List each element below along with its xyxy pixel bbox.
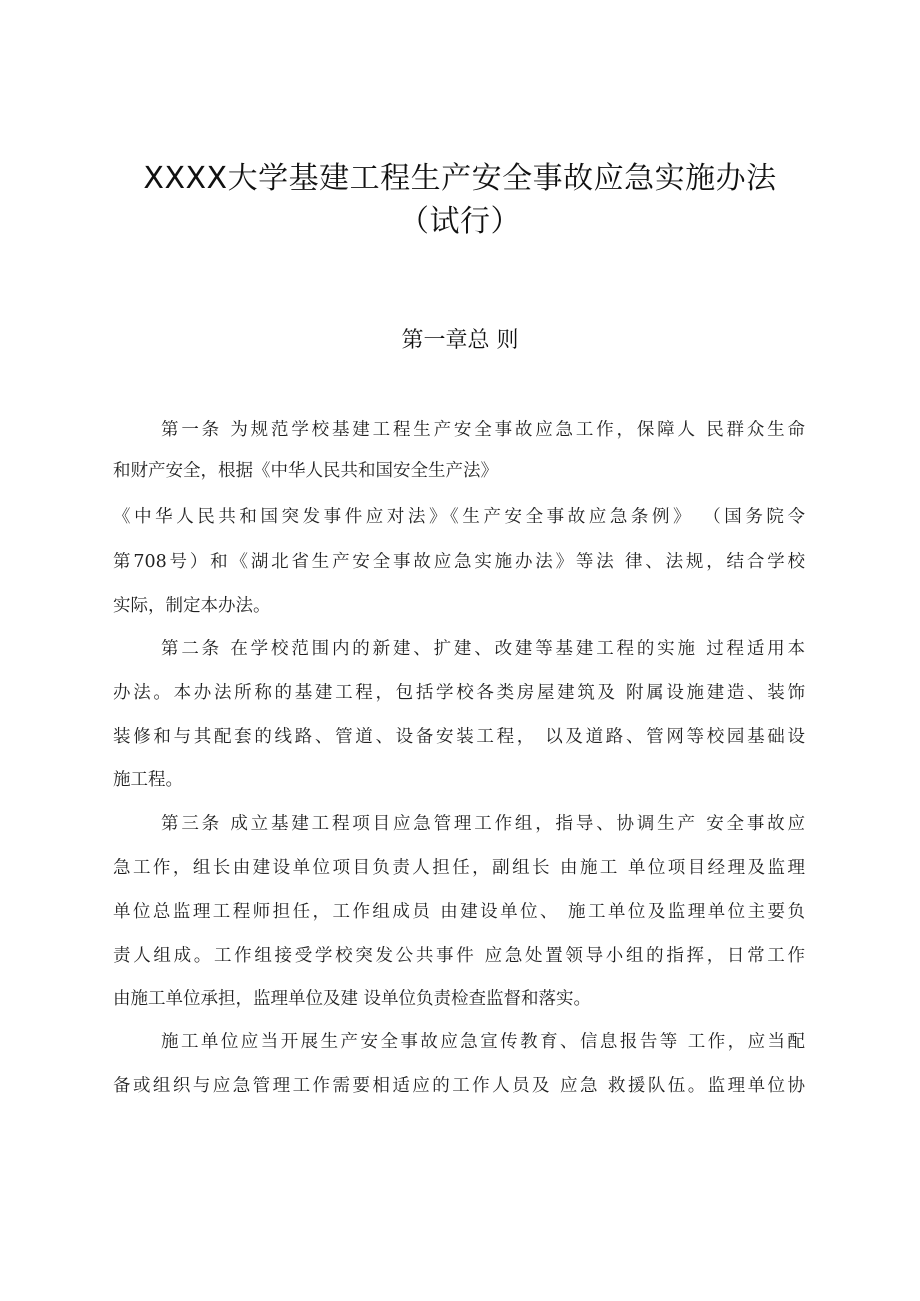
body-line: 和财产安全，根据《中华人民共和国安全生产法》	[113, 461, 498, 481]
body-line: 第三条 成立基建工程项目应急管理工作组，指导、协调生产 安全事故应	[161, 814, 805, 834]
body-line: 由施工单位承担，监理单位及建 设单位负责检查监督和落实。	[113, 989, 592, 1009]
body-line: 备或组织与应急管理工作需要相适应的工作人员及 应急 救援队伍。监理单位协	[113, 1076, 805, 1096]
body-line: 急工作，组长由建设单位项目负责人担任，副组长 由施工 单位项目经理及监理	[113, 858, 805, 878]
body-line: 第二条 在学校范围内的新建、扩建、改建等基建工程的实施 过程适用本	[161, 639, 805, 659]
body-line: 单位总监理工程师担任，工作组成员 由建设单位、 施工单位及监理单位主要负	[113, 902, 805, 922]
body-line: 办法。本办法所称的基建工程，包括学校各类房屋建筑及 附属设施建造、装饰	[113, 683, 805, 703]
body-line: 实际，制定本办法。	[113, 596, 271, 616]
body-line: 施工程。	[113, 770, 183, 790]
body-line: 《中华人民共和国突发事件应对法》《生产安全事故应急条例》 （国务院令	[113, 507, 805, 527]
document-subtitle: （试行）	[399, 204, 521, 239]
body-line: 装修和与其配套的线路、管道、设备安装工程， 以及道路、管网等校园基础设	[113, 727, 805, 747]
body-line: 责人组成。工作组接受学校突发公共事件 应急处置领导小组的指挥，日常工作	[113, 946, 805, 966]
body-line: 施工单位应当开展生产安全事故应急宣传教育、信息报告等 工作，应当配	[161, 1032, 805, 1052]
body-line: 第一条 为规范学校基建工程生产安全事故应急工作，保障人 民群众生命	[161, 420, 805, 440]
body-line: 第708号）和《湖北省生产安全事故应急实施办法》等法 律、法规，结合学校	[113, 552, 805, 572]
chapter-heading: 第一章总 则	[401, 328, 519, 353]
document-title: XXXX大学基建工程生产安全事故应急实施办法	[143, 161, 777, 196]
